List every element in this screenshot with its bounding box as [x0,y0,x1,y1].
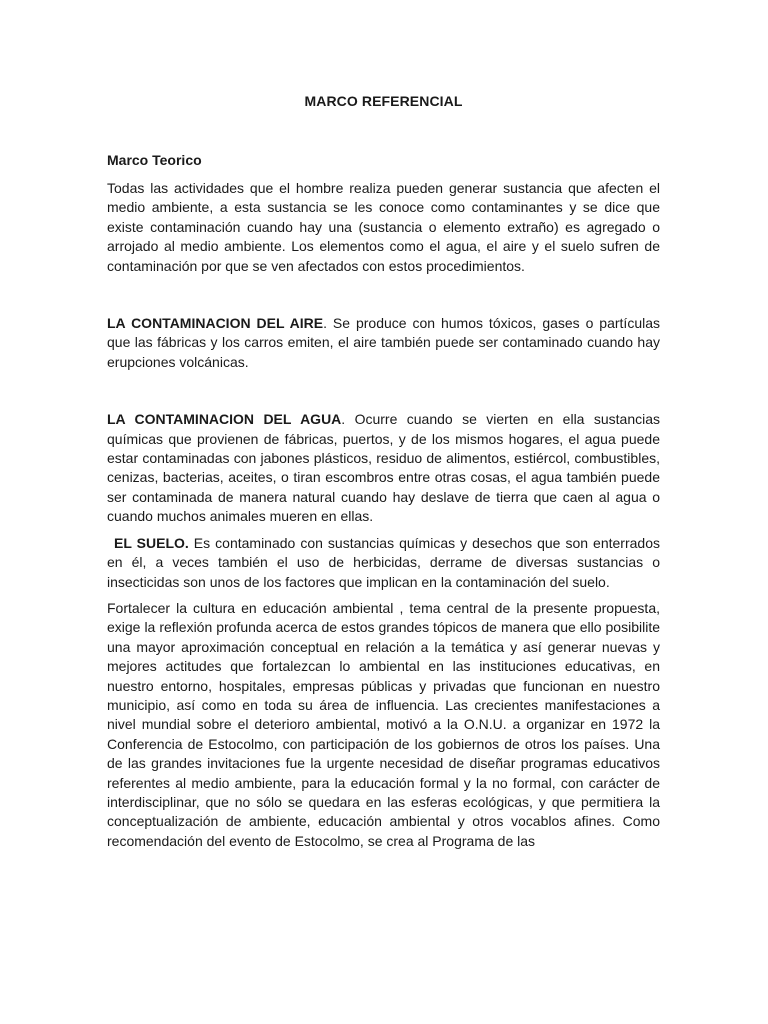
document-title: MARCO REFERENCIAL [304,93,463,109]
intro-paragraph: Todas las actividades que el hombre realiza pueden generar sustancia que afecten el medio ambiente, a esta sustancia se les conoce como contaminantes y se dice que existe contaminación cuando hay una (sustancia o elemento extraño) es agregado o arrojado al medio ambiente. Los elementos como el agua, el aire y el suelo sufren de contaminación por que se ven afectados con estos procedimientos. [107,180,660,274]
aire-text: . Se produce con humos tóxicos, gases o partículas que las fábricas y los carros emiten, el aire también puede ser contaminado cuando hay erupciones volcánicas. [107,315,661,370]
document-page [107,92,660,851]
suelo-text: Es contaminado con sustancias químicas y desechos que son enterrados en él, a veces también el uso de herbicidas, derrame de diversas sustancias o insecticidas son unos de los factores que implican en la contaminación del suelo. [107,534,660,590]
agua-paragraph [107,410,660,526]
aire-lead: LA CONTAMINACION DEL AIRE [107,315,324,332]
agua-lead: LA CONTAMINACION DEL AGUA [107,411,342,428]
suelo-lead: EL SUELO. [114,534,189,551]
section-heading: Marco Teorico [107,152,202,168]
agua-text: . Ocurre cuando se vierten en ella sustancias químicas que provienen de fábricas, puertos, y de los mismos hogares, el agua puede estar contaminadas con jabones plásticos, residuo de alimentos, estiércol, combustibles, cenizas, bacterias, aceites, o tiran escombros entre otras cosas, el agua también puede ser contaminada de manera natural cuando hay deslave de tierra que caen al agua o cuando muchos animales mueren en ellas. [107,411,661,525]
aire-paragraph [107,314,660,372]
fortalecer-paragraph: Fortalecer la cultura en educación ambiental , tema central de la presente propuesta, exige la reflexión profunda acerca de estos grandes tópicos de manera que ello posibilite una mayor aproximación conceptual en relación a la temática y así generar nuevas y mejores actitudes que fortalezcan lo ambiental en las instituciones educativas, en nuestro entorno, hospitales, empresas públicas y privadas que funcionan en nuestro municipio, así como en toda su área de influencia. Las crecientes manifestaciones a nivel mundial sobre el deterioro ambiental, motivó a la O.N.U. a organizar en 1972 la Conferencia de Estocolmo, con participación de los gobiernos de otros los países. Una de las grandes invitaciones fue la urgente necesidad de diseñar programas educativos referentes al medio ambiente, para la educación formal y la no formal, con carácter de interdisciplinar, que no sólo se quedara en las esferas ecológicas, y que permitiera la conceptualización de ambiente, educación ambiental y otros vocablos afines. Como recomendación del evento de Estocolmo, se crea al Programa de las [107,599,660,849]
suelo-paragraph [107,534,660,592]
